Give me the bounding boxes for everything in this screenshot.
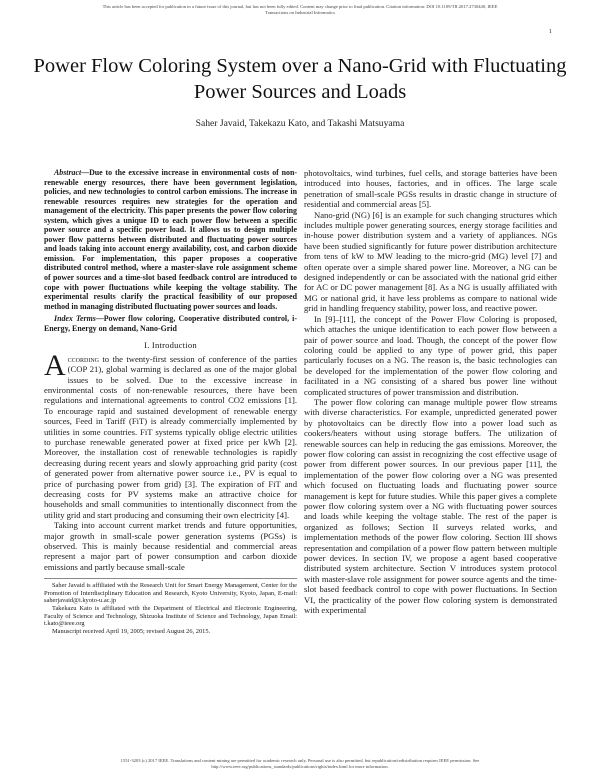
affiliation-footnotes — [44, 578, 297, 635]
right-paragraph-2: Nano-grid (NG) [6] is an example for such changing structures which includes multiple power generating sources, energy storage facilities and in-house power distribution system and a variety of appliances. NGs have been studied significantly for future power distribution architecture from tens of kW to MW leading to the micro-grid (MG) level [7] and often operate over a simple shared power line. Moreover, a NG can be designed independently or can be associated with the national grid either for AC or DC power management [8]. As a NG is usually affiliated with MG or national grid, it have less problems as compare to national wide grid in handling frequency stability, power loss, and reactive power. — [304, 209, 557, 314]
drop-cap: A — [44, 348, 66, 382]
left-column — [44, 168, 297, 635]
section-heading-introduction: I. Introduction — [144, 340, 197, 351]
right-paragraph-4: The power flow coloring can manage multiple power flow streams with diverse characteristics. For example, unpredicted generated power by photovoltaics can be directly flow into a power load such as cookers/heaters without using storage buffers. The utilization of renewable sources can help in reducing the gas emissions. Moreover, the power flow coloring can assist in recognizing the cost effective usage of power from different power sources. In our previous paper [11], the implementation of the power flow coloring over a NG was presented which focused on fluctuating loads and fluctuating power source management is kept for future studies. While this paper gives a complete power flow coloring system over a NG with fluctuating power sources and loads while keeping the voltage stable. The rest of the paper is organized as follows; Section II surveys related works, and implementation methods of the power flow coloring. Section III shows representation and compilation of a power flow pattern between multiple power devices. In section IV, we propose a agent based cooperative distributed system architecture. Section V introduces system protocol with master-slave role assignment for power source agents and the time-slot based feedback control to cope with power fluctuations. In Section VI, the practicality of the power flow coloring system is demonstrated with experimental — [304, 396, 557, 616]
journal-banner — [50, 4, 550, 16]
abstract — [44, 168, 297, 311]
footer-line-1: 1551-3203 (c) 2017 IEEE. Translations and content mining are permitted for academic research only. Personal use is also permitted, but republication/redistribution requires IEEE permission. See — [120, 758, 480, 763]
page-number: 1 — [548, 28, 552, 35]
footnote-author-2: Takekazu Kato is affiliated with the Department of Electrical and Electronic Engineering, Faculty of Science and Technology, Shizuoka Institute of Science and Technology, Japan Email: t.kato@ieee.org — [44, 605, 297, 628]
index-terms — [44, 314, 297, 333]
footer-line-2: http://www.ieee.org/publications_standards/publications/rights/index.html for more information. — [211, 764, 389, 769]
right-paragraph-1: photovoltaics, wind turbines, fuel cells, and storage batteries have been introduced into houses, factories, and in offices. The large scale penetration of small-scale PGSs results in drastic change in structure of residential and commercial areas [5]. — [304, 168, 557, 210]
index-terms-label: Index Terms — [54, 314, 96, 324]
banner-line-1: This article has been accepted for publication in a future issue of this journal, but has not been fully edited. Content may change prior to final publication. Citation information: DOI 10.1109/TII.2017.2730440, IEEE — [102, 4, 498, 9]
intro-first-word: ccording — [67, 353, 100, 364]
intro-paragraph-1-text: to the twenty-first session of conference of the parties (COP 21), global warming is declared as one of the major global issues to be solved. Due to the excessive increase in environmental costs of non-renewable resources, there have been regulations and international agreements to control CO2 emissions [1]. To encourage rapid and sustained development of renewable energy sources, Feed in Tariff (FiT) is already commercially implemented by utilities in some countries. FiT systems typically oblige electric utilities to purchase renewable generated power at fixed price per kWh [2]. Moreover, the installation cost of renewable technologies is rapidly decreasing during recent years and slowly approaching grid parity (cost of generated power from alternative power source i.e., PV is equal to price of purchasing power from grid) [3]. The expiration of FiT and decreasing costs for PV systems make an attractive choice for households and small communities to intentionally disconnect from the utility grid and start producing and consuming their own electricity [4]. — [44, 353, 297, 520]
footnote-author-1: Saher Javaid is affiliated with the Research Unit for Smart Energy Management, Center for the Promotion of Interdisciplinary Education and Research, Kyoto University, Kyoto, Japan, E-mail: saherjavaid@i.kyoto-u.ac.jp — [44, 582, 297, 605]
copyright-footer — [40, 758, 560, 770]
abstract-label: Abstract — [54, 168, 82, 177]
footnote-manuscript: Manuscript received April 19, 2005; revised August 26, 2015. — [52, 627, 211, 635]
abstract-text: —Due to the excessive increase in environmental costs of non-renewable energy resources, there have been government legislation, policies, and new technologies to control carbon emissions. The increase in renewable resources requires new strategies for the operation and management of the electricity. This paper presents the power flow coloring system, which gives a unique ID to each power flow between a specific power source and a specific power load. It allows us to design multiple power flow patterns between distributed and fluctuating power sources and loads taking into account energy availability, cost, and carbon dioxide emission. For implementation, this paper proposes a cooperative distributed control method, where a master-slave role assignment scheme of power sources and a time-slot based feedback control are introduced to cope with power fluctuations while keeping the voltage stability. The experimental results clarify the practical feasibility of our proposed method in managing distributed fluctuating power sources and loads. — [44, 168, 297, 311]
intro-paragraph-2: Taking into account current market trends and future opportunities, major growth in small-scale power generation systems (PGSs) is observed. This is mainly because residential and commercial areas represent a major part of power consumption and carbon dioxide emissions and partly because small-scale — [44, 520, 297, 572]
right-column — [304, 168, 557, 615]
paper-title: Power Flow Coloring System over a Nano-Grid with Fluctuating Power Sources and Loads — [33, 55, 567, 103]
index-terms-text: —Power flow coloring, Cooperative distributed control, i-Energy, Energy on demand, Nano-Grid — [44, 314, 297, 333]
paper-authors: Saher Javaid, Takekazu Kato, and Takashi Matsuyama — [195, 118, 405, 129]
right-paragraph-3: In [9]–[11], the concept of the Power Flow Coloring is proposed, which attaches the unique identification to each power flow between a pair of power source and load. Though, the concept of the power flow coloring could be applied to any type of power grid, this paper particularly focuses on a NG. The reason is, the basic technologies can be developed for the implementation of the power flow coloring and facilitated in a NG consisting of a shared bus power line without complicated structures of power transmission and distribution. — [304, 313, 557, 397]
intro-paragraph-1 — [44, 348, 297, 521]
banner-line-2: Transactions on Industrial Informatics — [264, 10, 336, 15]
